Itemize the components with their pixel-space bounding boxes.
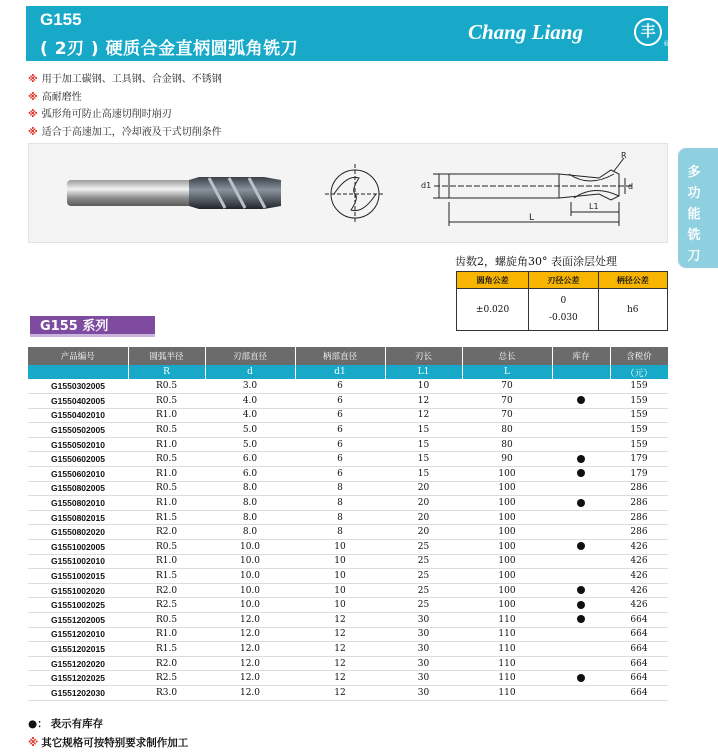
cell-stock xyxy=(552,598,610,613)
cell-code: G1551202015 xyxy=(28,642,128,657)
side-tab-char: 刀 xyxy=(687,249,701,264)
cell-code: G1551002025 xyxy=(28,598,128,613)
cell-l: 100 xyxy=(462,467,552,482)
cell-d: 5.0 xyxy=(205,437,295,452)
cell-stock xyxy=(552,437,610,452)
cell-d1: 6 xyxy=(295,467,385,482)
cell-code: G1551202005 xyxy=(28,613,128,628)
table-row xyxy=(28,525,668,540)
product-table xyxy=(28,347,669,701)
cell-r: R1.0 xyxy=(128,627,205,642)
column-subheader xyxy=(552,365,610,379)
cell-stock xyxy=(552,627,610,642)
cell-price: 159 xyxy=(610,437,668,452)
feature-mark: ※ xyxy=(28,126,38,138)
cell-r: R0.5 xyxy=(128,481,205,496)
cell-d: 10.0 xyxy=(205,583,295,598)
column-header: 圆弧半径 xyxy=(128,347,205,365)
cell-price: 286 xyxy=(610,496,668,511)
cell-l1: 30 xyxy=(385,685,462,700)
cell-price: 426 xyxy=(610,583,668,598)
column-subheader: d1 xyxy=(295,365,385,379)
tool-end-view xyxy=(325,164,385,224)
cell-l1: 15 xyxy=(385,452,462,467)
in-stock-dot-icon xyxy=(577,586,585,594)
table-header-row xyxy=(28,347,668,365)
tolerance-header: 柄径公差 xyxy=(598,272,667,289)
cell-d: 12.0 xyxy=(205,685,295,700)
cell-stock xyxy=(552,613,610,628)
cell-l1: 15 xyxy=(385,467,462,482)
feature-text: 高耐磨性 xyxy=(41,91,82,103)
cell-code: G1551202010 xyxy=(28,627,128,642)
column-header: 柄部直径 xyxy=(295,347,385,365)
cell-d: 4.0 xyxy=(205,394,295,409)
cell-r: R2.0 xyxy=(128,525,205,540)
note-item xyxy=(28,716,188,735)
cell-code: G1551202020 xyxy=(28,656,128,671)
cell-l: 70 xyxy=(462,408,552,423)
cell-stock xyxy=(552,583,610,598)
cell-r: R0.5 xyxy=(128,394,205,409)
cell-r: R1.0 xyxy=(128,554,205,569)
notes xyxy=(28,716,188,754)
cell-code: G1550602005 xyxy=(28,452,128,467)
feature-mark: ※ xyxy=(28,74,38,85)
cell-d1: 10 xyxy=(295,540,385,555)
cell-r: R0.5 xyxy=(128,423,205,438)
cell-d1: 10 xyxy=(295,554,385,569)
cell-price: 426 xyxy=(610,554,668,569)
table-row xyxy=(28,379,668,394)
cell-stock xyxy=(552,379,610,394)
cell-stock xyxy=(552,481,610,496)
brand-name: Chang Liang xyxy=(468,20,583,44)
label-r: R xyxy=(621,151,627,160)
series-label: G155 系列 xyxy=(30,316,155,337)
table-row xyxy=(28,627,668,642)
cell-price: 159 xyxy=(610,423,668,438)
cell-l1: 25 xyxy=(385,569,462,584)
cell-l: 110 xyxy=(462,613,552,628)
cell-d: 8.0 xyxy=(205,525,295,540)
cell-d: 12.0 xyxy=(205,627,295,642)
product-code-title: G155 xyxy=(40,10,82,29)
table-row xyxy=(28,467,668,482)
cell-l: 100 xyxy=(462,496,552,511)
side-tab-char: 能 xyxy=(687,207,701,222)
in-stock-dot-icon xyxy=(577,499,585,507)
cell-price: 426 xyxy=(610,598,668,613)
cell-r: R0.5 xyxy=(128,452,205,467)
cell-d1: 12 xyxy=(295,671,385,686)
brand-logo-icon xyxy=(634,18,670,48)
cell-stock xyxy=(552,540,610,555)
label-l1: L1 xyxy=(589,202,599,211)
cell-r: R1.0 xyxy=(128,496,205,511)
blade-tolerance-upper: 0 xyxy=(560,295,567,306)
feature-text: 适合于高速加工，冷却液及干式切削条件 xyxy=(41,126,222,138)
cell-price: 664 xyxy=(610,656,668,671)
cell-d1: 12 xyxy=(295,642,385,657)
cell-code: G1551002010 xyxy=(28,554,128,569)
cell-d1: 12 xyxy=(295,613,385,628)
cell-l1: 25 xyxy=(385,598,462,613)
cell-d1: 8 xyxy=(295,525,385,540)
cell-l: 80 xyxy=(462,423,552,438)
tolerance-table xyxy=(456,271,668,331)
table-row xyxy=(28,671,668,686)
cell-d: 5.0 xyxy=(205,423,295,438)
corner-tolerance: ±0.020 xyxy=(457,289,529,331)
cell-code: G1550502010 xyxy=(28,437,128,452)
cell-stock xyxy=(552,394,610,409)
cell-d1: 6 xyxy=(295,408,385,423)
cell-code: G1550802015 xyxy=(28,510,128,525)
cell-stock xyxy=(552,685,610,700)
table-row xyxy=(28,496,668,511)
label-d1: d1 xyxy=(421,181,432,190)
column-subheader: d xyxy=(205,365,295,379)
table-row xyxy=(28,452,668,467)
cell-r: R1.0 xyxy=(128,437,205,452)
cell-l1: 15 xyxy=(385,437,462,452)
tool-photo xyxy=(67,177,281,209)
column-subheader xyxy=(28,365,128,379)
cell-d: 8.0 xyxy=(205,496,295,511)
tool-diagram xyxy=(29,144,669,244)
column-header: 产品编号 xyxy=(28,347,128,365)
tolerance-header: 刃径公差 xyxy=(529,272,598,289)
cell-d1: 12 xyxy=(295,656,385,671)
cell-stock xyxy=(552,496,610,511)
cell-r: R2.5 xyxy=(128,598,205,613)
cell-d: 10.0 xyxy=(205,554,295,569)
side-tab-char: 铣 xyxy=(687,228,701,243)
cell-r: R1.0 xyxy=(128,408,205,423)
cell-code: G1551002015 xyxy=(28,569,128,584)
cell-price: 179 xyxy=(610,452,668,467)
cell-l1: 20 xyxy=(385,481,462,496)
blade-tolerance-lower: -0.030 xyxy=(548,312,578,323)
table-row xyxy=(28,583,668,598)
cell-d: 10.0 xyxy=(205,569,295,584)
label-d: d xyxy=(628,182,634,191)
cell-code: G1550402005 xyxy=(28,394,128,409)
cell-l: 100 xyxy=(462,569,552,584)
table-row xyxy=(28,656,668,671)
cell-l: 100 xyxy=(462,481,552,496)
tool-diagram-panel xyxy=(28,143,668,243)
in-stock-dot-icon xyxy=(577,396,585,404)
registered-mark: ® xyxy=(663,40,670,48)
cell-r: R2.0 xyxy=(128,656,205,671)
cell-l1: 30 xyxy=(385,613,462,628)
cell-d: 6.0 xyxy=(205,467,295,482)
cell-l1: 25 xyxy=(385,554,462,569)
cell-r: R1.5 xyxy=(128,510,205,525)
cell-d: 12.0 xyxy=(205,656,295,671)
cell-d1: 8 xyxy=(295,510,385,525)
column-subheader: L xyxy=(462,365,552,379)
table-row xyxy=(28,569,668,584)
cell-d1: 6 xyxy=(295,437,385,452)
cell-code: G1551202030 xyxy=(28,685,128,700)
table-row xyxy=(28,408,668,423)
feature-text: 弧形角可防止高速切削时崩刃 xyxy=(41,109,172,120)
table-row xyxy=(28,481,668,496)
side-tab-char: 功 xyxy=(687,186,701,201)
cell-l: 110 xyxy=(462,671,552,686)
cell-r: R0.5 xyxy=(128,613,205,628)
cell-l: 110 xyxy=(462,685,552,700)
cell-l: 100 xyxy=(462,525,552,540)
cell-l1: 25 xyxy=(385,583,462,598)
shank-tolerance: h6 xyxy=(598,289,667,331)
in-stock-dot-icon xyxy=(577,455,585,463)
cell-price: 664 xyxy=(610,613,668,628)
cell-l: 80 xyxy=(462,437,552,452)
cell-l1: 30 xyxy=(385,627,462,642)
feature-item xyxy=(28,123,222,141)
tolerance-caption: 齿数2，螺旋角30° 表面涂层处理 xyxy=(455,255,617,268)
cell-l: 110 xyxy=(462,656,552,671)
cell-stock xyxy=(552,510,610,525)
cell-d1: 6 xyxy=(295,423,385,438)
column-header: 刃部直径 xyxy=(205,347,295,365)
cell-d: 12.0 xyxy=(205,671,295,686)
note-mark: ●： xyxy=(28,718,48,730)
cell-d: 6.0 xyxy=(205,452,295,467)
cell-l: 110 xyxy=(462,627,552,642)
cell-d: 8.0 xyxy=(205,510,295,525)
cell-stock xyxy=(552,569,610,584)
cell-l: 100 xyxy=(462,583,552,598)
cell-l: 100 xyxy=(462,540,552,555)
cell-stock xyxy=(552,467,610,482)
cell-r: R3.0 xyxy=(128,685,205,700)
cell-l1: 15 xyxy=(385,423,462,438)
cell-l1: 12 xyxy=(385,408,462,423)
note-text: 其它规格可按特别要求制作加工 xyxy=(41,737,189,749)
cell-d: 12.0 xyxy=(205,613,295,628)
cell-l: 100 xyxy=(462,598,552,613)
column-subheader: （元） xyxy=(610,365,668,379)
cell-d: 8.0 xyxy=(205,481,295,496)
cell-r: R0.5 xyxy=(128,540,205,555)
feature-text: 用于加工碳钢、工具钢、合金钢、不锈钢 xyxy=(41,74,222,85)
cell-code: G1551002020 xyxy=(28,583,128,598)
table-row xyxy=(28,642,668,657)
column-subheader: L1 xyxy=(385,365,462,379)
table-row xyxy=(28,394,668,409)
cell-stock xyxy=(552,452,610,467)
note-item xyxy=(28,735,188,754)
cell-stock xyxy=(552,525,610,540)
cell-code: G1551202025 xyxy=(28,671,128,686)
feature-item xyxy=(28,105,222,123)
in-stock-dot-icon xyxy=(577,542,585,550)
cell-d1: 6 xyxy=(295,394,385,409)
cell-d: 12.0 xyxy=(205,642,295,657)
column-header: 含税价 xyxy=(610,347,668,365)
cell-l1: 20 xyxy=(385,496,462,511)
cell-r: R1.0 xyxy=(128,467,205,482)
cell-code: G1550802005 xyxy=(28,481,128,496)
cell-price: 286 xyxy=(610,525,668,540)
cell-price: 664 xyxy=(610,642,668,657)
cell-d1: 8 xyxy=(295,496,385,511)
cell-price: 426 xyxy=(610,569,668,584)
cell-d: 10.0 xyxy=(205,540,295,555)
cell-l1: 30 xyxy=(385,642,462,657)
feature-item xyxy=(28,70,222,88)
cell-r: R1.5 xyxy=(128,642,205,657)
table-body xyxy=(28,379,668,700)
cell-stock xyxy=(552,408,610,423)
note-text: 表示有库存 xyxy=(50,718,104,730)
cell-r: R2.0 xyxy=(128,583,205,598)
table-row xyxy=(28,554,668,569)
cell-r: R2.5 xyxy=(128,671,205,686)
cell-d1: 10 xyxy=(295,569,385,584)
cell-l: 100 xyxy=(462,554,552,569)
category-side-tab[interactable] xyxy=(678,148,718,268)
table-row xyxy=(28,598,668,613)
cell-l: 70 xyxy=(462,379,552,394)
cell-stock xyxy=(552,423,610,438)
cell-d1: 6 xyxy=(295,379,385,394)
feature-mark: ※ xyxy=(28,109,38,120)
cell-d1: 8 xyxy=(295,481,385,496)
cell-code: G1550802010 xyxy=(28,496,128,511)
tolerance-header: 圆角公差 xyxy=(457,272,529,289)
cell-price: 286 xyxy=(610,510,668,525)
cell-code: G1551002005 xyxy=(28,540,128,555)
logo-glyph: 丰 xyxy=(640,22,656,40)
cell-l1: 20 xyxy=(385,525,462,540)
cell-l: 70 xyxy=(462,394,552,409)
cell-stock xyxy=(552,656,610,671)
cell-r: R1.5 xyxy=(128,569,205,584)
cell-l: 100 xyxy=(462,510,552,525)
column-header: 总长 xyxy=(462,347,552,365)
cell-d1: 10 xyxy=(295,583,385,598)
in-stock-dot-icon xyxy=(577,469,585,477)
blade-tolerance xyxy=(529,289,598,331)
label-l: L xyxy=(529,213,535,223)
cell-l: 90 xyxy=(462,452,552,467)
cell-d1: 12 xyxy=(295,627,385,642)
cell-price: 664 xyxy=(610,627,668,642)
feature-item xyxy=(28,88,222,106)
cell-l1: 12 xyxy=(385,394,462,409)
side-tab-char: 多 xyxy=(687,165,701,180)
cell-code: G1550302005 xyxy=(28,379,128,394)
table-row xyxy=(28,540,668,555)
cell-code: G1550402010 xyxy=(28,408,128,423)
cell-code: G1550602010 xyxy=(28,467,128,482)
cell-price: 159 xyxy=(610,408,668,423)
cell-l1: 20 xyxy=(385,510,462,525)
cell-price: 159 xyxy=(610,394,668,409)
page-header xyxy=(26,6,668,61)
table-subheader-row xyxy=(28,365,668,379)
feature-mark: ※ xyxy=(28,91,38,103)
cell-price: 426 xyxy=(610,540,668,555)
product-title: ( 2刃 ) 硬质合金直柄圆弧角铣刀 xyxy=(40,39,299,59)
cell-l1: 30 xyxy=(385,671,462,686)
cell-price: 286 xyxy=(610,481,668,496)
note-mark: ※ xyxy=(28,737,39,749)
cell-d: 4.0 xyxy=(205,408,295,423)
cell-stock xyxy=(552,554,610,569)
column-header: 库存 xyxy=(552,347,610,365)
column-subheader: R xyxy=(128,365,205,379)
column-header: 刃长 xyxy=(385,347,462,365)
cell-price: 664 xyxy=(610,685,668,700)
cell-d1: 12 xyxy=(295,685,385,700)
table-row xyxy=(28,510,668,525)
cell-d1: 10 xyxy=(295,598,385,613)
table-row xyxy=(28,423,668,438)
feature-list xyxy=(28,70,222,140)
cell-l1: 25 xyxy=(385,540,462,555)
cell-price: 664 xyxy=(610,671,668,686)
cell-l: 110 xyxy=(462,642,552,657)
cell-l1: 10 xyxy=(385,379,462,394)
cell-d1: 6 xyxy=(295,452,385,467)
cell-code: G1550802020 xyxy=(28,525,128,540)
cell-stock xyxy=(552,642,610,657)
in-stock-dot-icon xyxy=(577,674,585,682)
cell-d: 3.0 xyxy=(205,379,295,394)
cell-d: 10.0 xyxy=(205,598,295,613)
in-stock-dot-icon xyxy=(577,601,585,609)
cell-stock xyxy=(552,671,610,686)
cell-r: R0.5 xyxy=(128,379,205,394)
in-stock-dot-icon xyxy=(577,615,585,623)
table-row xyxy=(28,437,668,452)
table-row xyxy=(28,613,668,628)
cell-price: 179 xyxy=(610,467,668,482)
cell-code: G1550502005 xyxy=(28,423,128,438)
table-row xyxy=(28,685,668,700)
cell-price: 159 xyxy=(610,379,668,394)
cell-l1: 30 xyxy=(385,656,462,671)
